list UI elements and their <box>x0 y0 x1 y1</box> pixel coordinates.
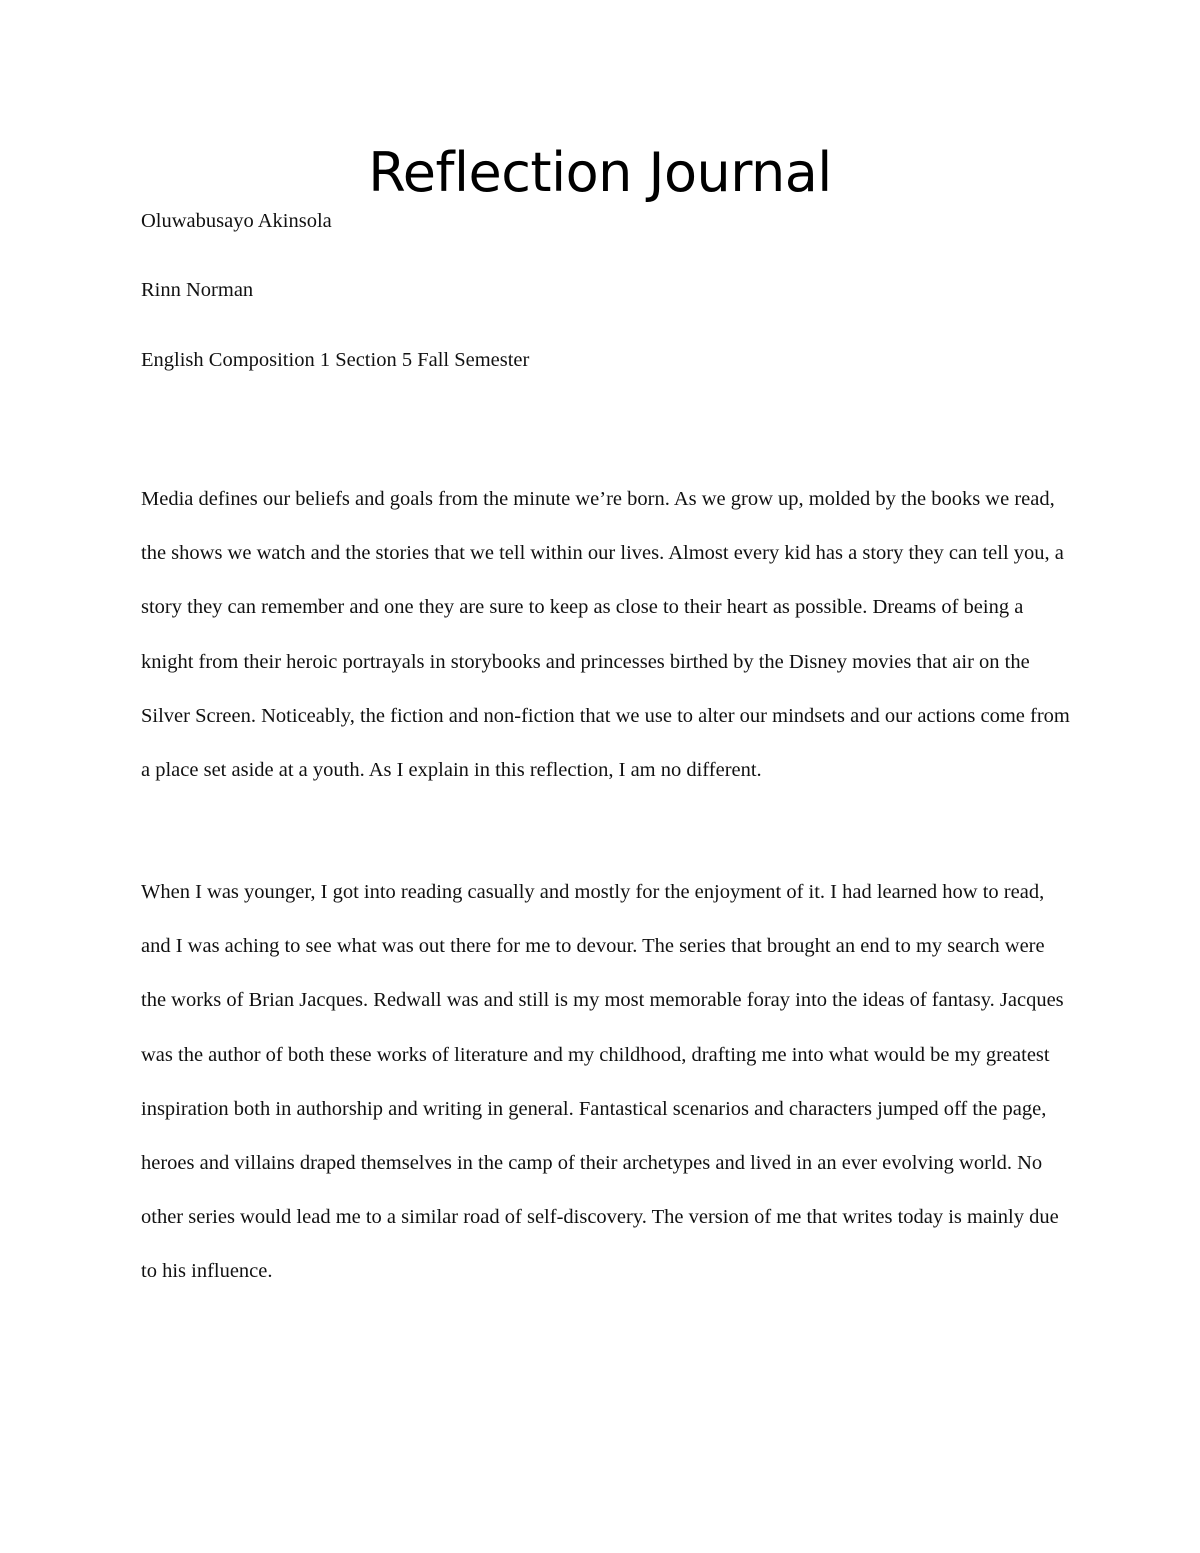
page-title: Reflection Journal <box>368 141 832 204</box>
document-body <box>141 0 1071 1553</box>
paragraph-container-2 <box>141 865 1071 1299</box>
paragraph-2: When I was younger, I got into reading casually and mostly for the enjoyment of it. I had learned how to read, and I was aching to see what was out there for me to devour. The series that brought an end to my search were the works of Brian Jacques. Redwall was and still is my most memorable foray into the ideas of fantasy. Jacques was the author of both these works of literature and my childhood, drafting me into what would be my greatest inspiration both in authorship and writing in general. Fantastical scenarios and characters jumped off the page, heroes and villains draped themselves in the camp of their archetypes and lived in an ever evolving world. No other series would lead me to a similar road of self-discovery. The version of me that writes today is mainly due to his influence. <box>141 881 1064 1283</box>
course-info: English Composition 1 Section 5 Fall Semester <box>141 349 530 371</box>
paragraph-1: Media defines our beliefs and goals from the minute we’re born. As we grow up, molded by the books we read, the shows we watch and the stories that we tell within our lives. Almost every kid has a story they can tell you, a story they can remember and one they are sure to keep as close to their heart as possible. Dreams of being a knight from their heroic portrayals in storybooks and princesses birthed by the Disney movies that air on the Silver Screen. Noticeably, the fiction and non-fiction that we use to alter our mindsets and our actions come from a place set aside at a youth. As I explain in this reflection, I am no different. <box>141 488 1070 782</box>
instructor-name: Rinn Norman <box>141 279 254 301</box>
author-name: Oluwabusayo Akinsola <box>141 210 332 232</box>
